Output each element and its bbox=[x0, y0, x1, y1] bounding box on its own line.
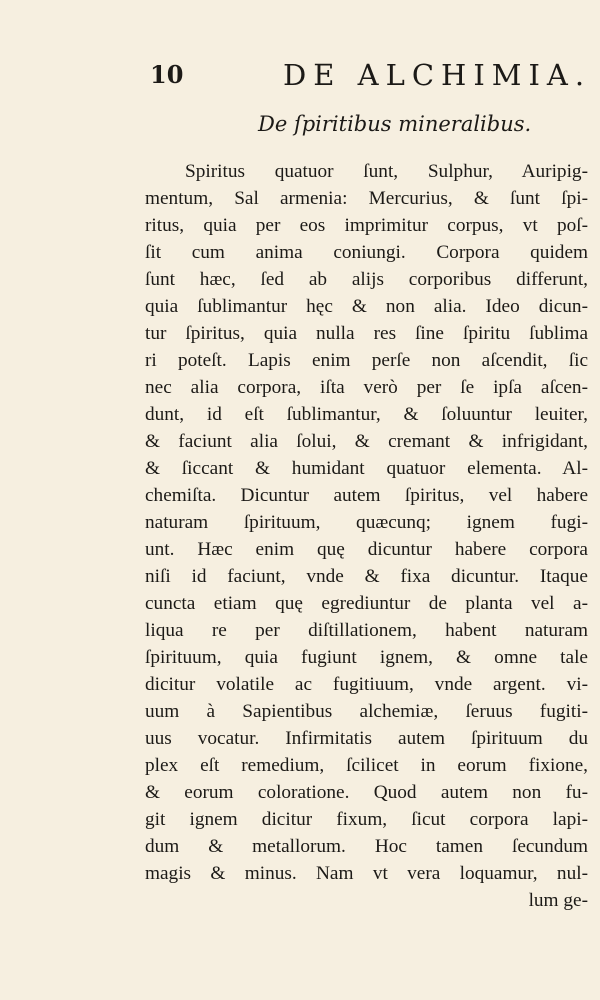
text-line: liqua re per diſtillationem, habent naturam bbox=[145, 620, 588, 641]
text-line: ſunt hæc, ſed ab alijs corporibus differunt, bbox=[145, 269, 588, 290]
text-line: uum à Sapientibus alchemiæ, ſeruus fugiti- bbox=[145, 701, 588, 722]
text-line: niſi id faciunt, vnde & fixa dicuntur. Itaque bbox=[145, 566, 588, 587]
body-text bbox=[145, 158, 588, 914]
text-line: ſpirituum, quia fugiunt ignem, & omne tale bbox=[145, 647, 588, 668]
text-line: dum & metallorum. Hoc tamen ſecundum bbox=[145, 836, 588, 857]
text-line: tur ſpiritus, quia nulla res ſine ſpiritu ſublima bbox=[145, 323, 588, 344]
text-line: ſit cum anima coniungi. Corpora quidem bbox=[145, 242, 588, 263]
page-number: 10 bbox=[150, 60, 184, 89]
text-line: dunt, id eſt ſublimantur, & ſoluuntur leuiter, bbox=[145, 404, 588, 425]
text-line: chemiſta. Dicuntur autem ſpiritus, vel habere bbox=[145, 485, 588, 506]
text-line: plex eſt remedium, ſcilicet in eorum fixione, bbox=[145, 755, 588, 776]
text-line: ri poteſt. Lapis enim perſe non aſcendit, ſic bbox=[145, 350, 588, 371]
text-line: ritus, quia per eos imprimitur corpus, vt poſ- bbox=[145, 215, 588, 236]
text-line: & faciunt alia ſolui, & cremant & infrigidant, bbox=[145, 431, 588, 452]
text-line: Spiritus quatuor ſunt, Sulphur, Auripig- bbox=[185, 161, 588, 182]
text-line: mentum, Sal armenia: Mercurius, & ſunt ſpi- bbox=[145, 188, 588, 209]
text-line: quia ſublimantur hęc & non alia. Ideo dicun- bbox=[145, 296, 588, 317]
running-title: DE ALCHIMIA. bbox=[283, 58, 592, 92]
page-header bbox=[150, 58, 592, 98]
text-line: cuncta etiam quę egrediuntur de planta vel a- bbox=[145, 593, 588, 614]
catchword: lum ge- bbox=[528, 890, 588, 911]
section-heading: De ſpiritibus mineralibus. bbox=[258, 112, 532, 136]
text-line: & eorum coloratione. Quod autem non fu- bbox=[145, 782, 588, 803]
text-line: naturam ſpirituum, quæcunq; ignem fugi- bbox=[145, 512, 588, 533]
text-line: uus vocatur. Infirmitatis autem ſpirituum du bbox=[145, 728, 588, 749]
text-line: & ſiccant & humidant quatuor elementa. Al- bbox=[145, 458, 588, 479]
text-line: dicitur volatile ac fugitiuum, vnde argent. vi- bbox=[145, 674, 588, 695]
text-line: magis & minus. Nam vt vera loquamur, nul- bbox=[145, 863, 588, 884]
text-line: git ignem dicitur fixum, ſicut corpora lapi- bbox=[145, 809, 588, 830]
text-line: unt. Hæc enim quę dicuntur habere corpora bbox=[145, 539, 588, 560]
text-line: nec alia corpora, iſta verò per ſe ipſa aſcen- bbox=[145, 377, 588, 398]
